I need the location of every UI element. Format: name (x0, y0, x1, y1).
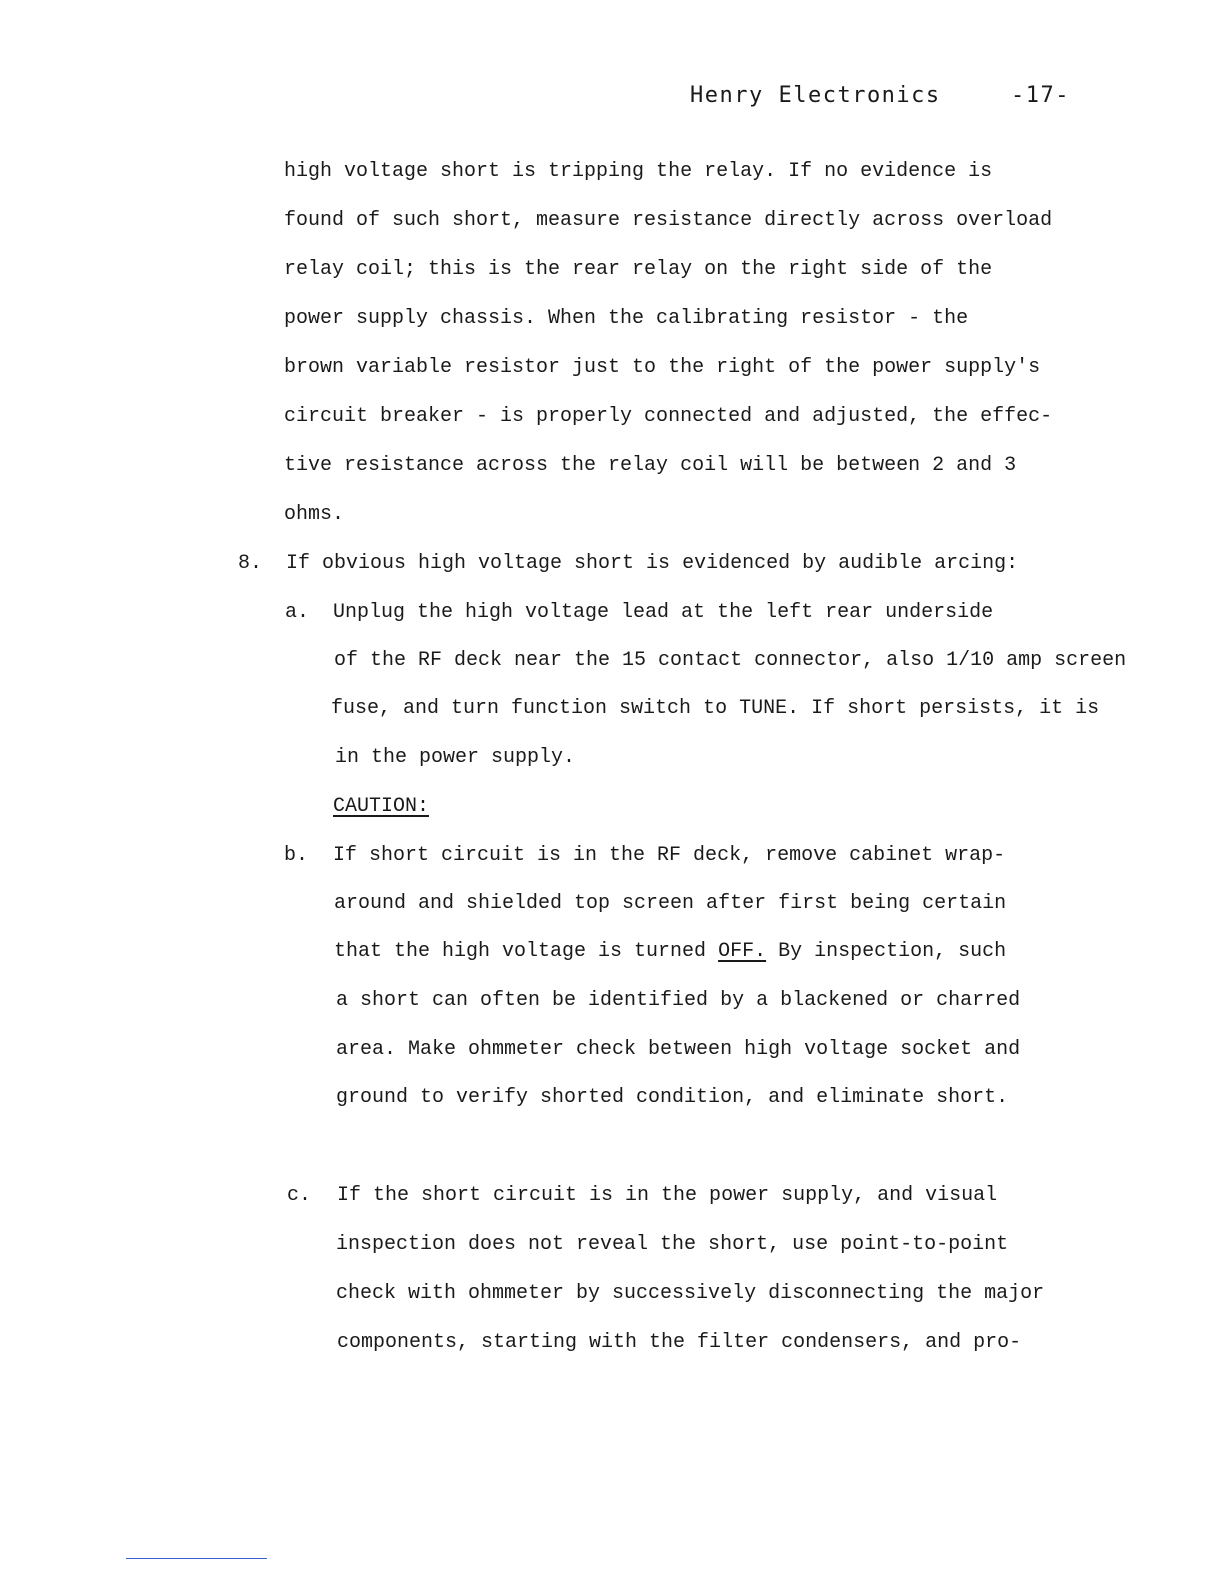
intro-line: found of such short, measure resistance directly across overload (284, 209, 1053, 232)
item-b-line-3-pre: that the high voltage is turned (334, 940, 719, 963)
intro-line: brown variable resistor just to the right of the power supply's (284, 356, 1041, 379)
item-a-line: in the power supply. (335, 746, 576, 769)
item-c-line: If the short circuit is in the power supply, and visual (337, 1184, 998, 1207)
page-number: -17- (1011, 83, 1070, 108)
item-b-marker: b. (284, 844, 309, 867)
item-b-line: If short circuit is in the RF deck, remove cabinet wrap- (333, 844, 1006, 867)
intro-line: power supply chassis. When the calibrating resistor - the (284, 307, 969, 330)
item-b-line-3 (334, 940, 1006, 964)
item-b-line: around and shielded top screen after first being certain (334, 892, 1007, 915)
item-c-line: components, starting with the filter condensers, and pro- (337, 1331, 1022, 1354)
item-a-marker: a. (285, 601, 310, 624)
item-a-line: Unplug the high voltage lead at the left rear underside (333, 601, 994, 624)
item-b-line: ground to verify shorted condition, and eliminate short. (336, 1086, 1009, 1109)
item-b-line: area. Make ohmmeter check between high voltage socket and (336, 1038, 1021, 1061)
item-b-line: a short can often be identified by a blackened or charred (336, 989, 1021, 1012)
running-header-company: Henry Electronics (690, 83, 941, 108)
item-a-line: fuse, and turn function switch to TUNE. If short persists, it is (331, 697, 1100, 720)
intro-line: ohms. (284, 503, 345, 526)
footnote-rule (126, 1558, 267, 1559)
item-c-marker: c. (287, 1184, 312, 1207)
item-a-line: of the RF deck near the 15 contact connector, also 1/10 amp screen (334, 649, 1127, 672)
intro-line: circuit breaker - is properly connected and adjusted, the effec- (284, 405, 1053, 428)
item-c-line: inspection does not reveal the short, use point-to-point (336, 1233, 1009, 1256)
intro-line: relay coil; this is the rear relay on the right side of the (284, 258, 993, 281)
intro-line: high voltage short is tripping the relay. If no evidence is (284, 160, 993, 183)
item-8-text: If obvious high voltage short is evidenced by audible arcing: (286, 552, 1019, 575)
intro-line: tive resistance across the relay coil will be between 2 and 3 (284, 454, 1017, 477)
item-c-line: check with ohmmeter by successively disconnecting the major (336, 1282, 1045, 1305)
item-8-marker: 8. (238, 552, 263, 575)
caution-heading: CAUTION: (333, 795, 430, 818)
off-emphasis: OFF. (718, 940, 767, 963)
item-b-line-3-post: By inspection, such (766, 940, 1007, 963)
